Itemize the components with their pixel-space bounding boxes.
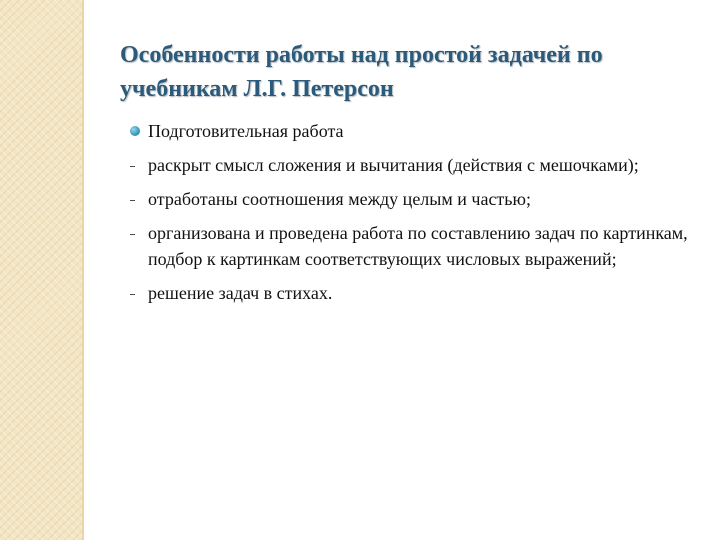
list-item-text: решение задач в стихах. (148, 283, 333, 303)
list-item-verse-tasks (130, 280, 690, 306)
side-panel-divider (82, 0, 84, 540)
dash-icon (130, 294, 135, 295)
bullet-icon (130, 126, 140, 136)
list-item-text: отработаны соотношения между целым и частью; (148, 189, 531, 209)
list-item-picture-tasks (130, 220, 690, 272)
dash-icon (130, 200, 135, 201)
dash-icon (130, 166, 135, 167)
list-item-preparatory-work (130, 118, 690, 144)
list-item-whole-part (130, 186, 690, 212)
list-item-text: раскрыт смысл сложения и вычитания (действия с мешочками); (148, 155, 639, 175)
list-item-addition-subtraction (130, 152, 690, 178)
list-item-text: организована и проведена работа по составлению задач по картинкам, подбор к картинкам соответствующих числовых выражений; (148, 223, 688, 269)
list-item-text: Подготовительная работа (148, 121, 344, 141)
slide-content-list (130, 118, 690, 314)
dash-icon (130, 234, 135, 235)
slide-title: Особенности работы над простой задачей по учебникам Л.Г. Петерсон (120, 42, 603, 102)
decorative-side-panel (0, 0, 82, 540)
